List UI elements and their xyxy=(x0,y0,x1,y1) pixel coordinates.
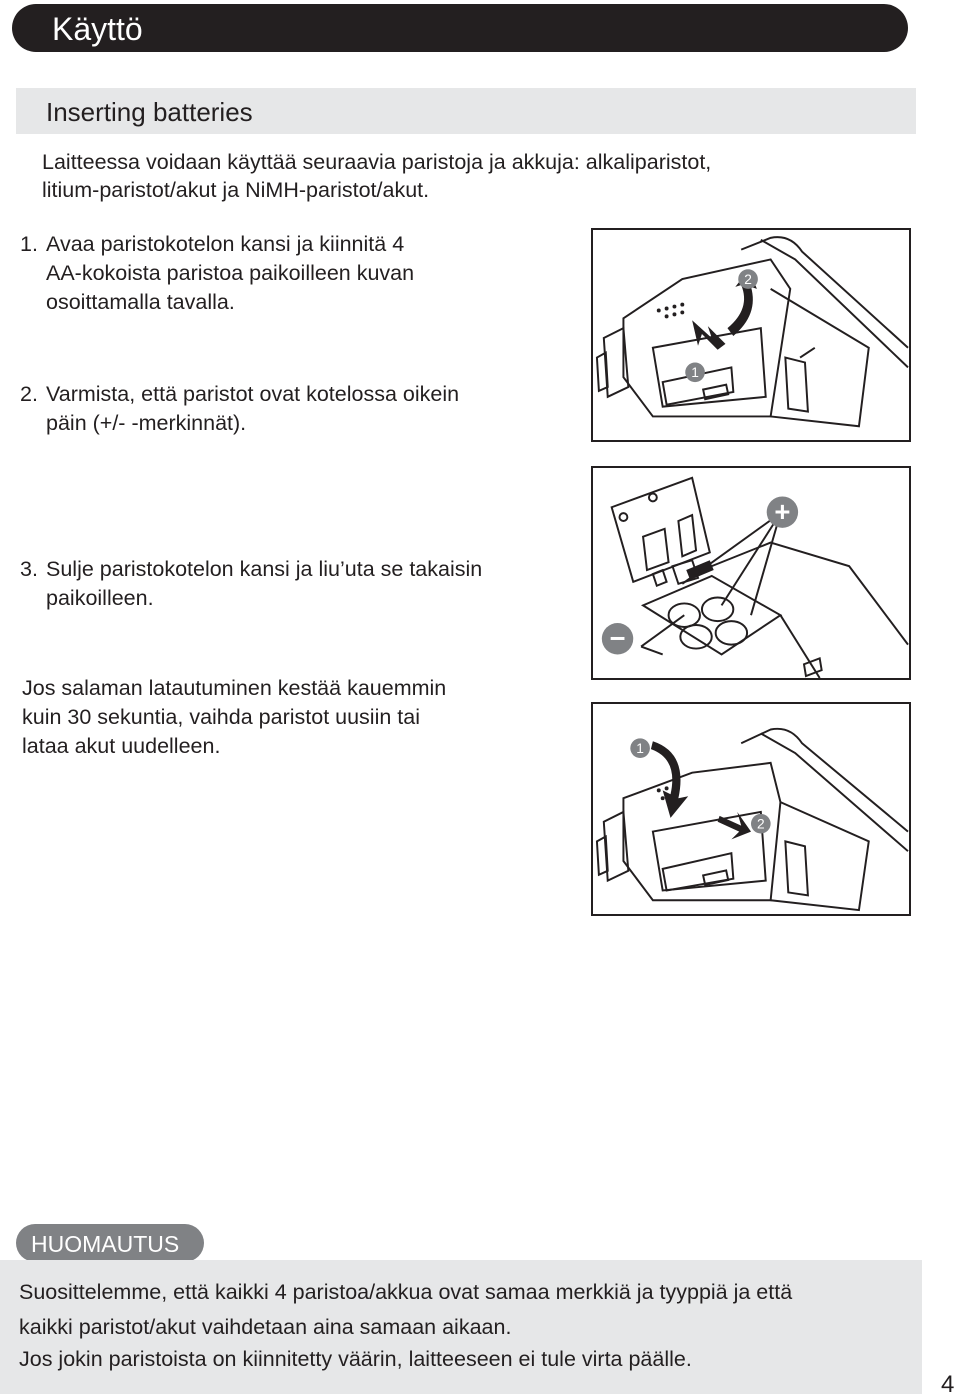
page-number: 4 xyxy=(941,1371,955,1398)
minus-sign: − xyxy=(609,622,626,654)
intro-line: Laitteessa voidaan käyttää seuraavia paristoja ja akkuja: alkaliparistot, xyxy=(42,150,712,174)
step-line: päin (+/- -merkinnät). xyxy=(46,411,247,435)
step-number: 3. xyxy=(20,557,38,581)
warning-line: Jos salaman latautuminen kestää kauemmin xyxy=(22,676,447,700)
figure-close-cover xyxy=(591,702,911,916)
plus-sign: + xyxy=(774,495,791,527)
figure-step-label: 2 xyxy=(744,271,752,287)
step-line: Sulje paristokotelon kansi ja liu’uta se takaisin xyxy=(46,557,483,581)
figure-step-label: 2 xyxy=(756,816,765,832)
flash-close-illustration xyxy=(593,704,909,914)
section-title: Inserting batteries xyxy=(46,97,253,127)
step-line: AA-kokoista paristoa paikoilleen kuvan xyxy=(46,261,415,285)
warning-line: kuin 30 sekuntia, vaihda paristot uusiin tai xyxy=(22,705,420,729)
step-line: Varmista, että paristot ovat kotelossa oikein xyxy=(46,382,460,406)
step-3 xyxy=(20,555,560,613)
figure-open-cover xyxy=(591,228,911,442)
note-line: Jos jokin paristoista on kiinnitetty väärin, laitteeseen ei tule virta päälle. xyxy=(19,1347,692,1371)
warning-line: lataa akut uudelleen. xyxy=(22,734,221,758)
note-label: HUOMAUTUS xyxy=(31,1231,180,1257)
step-line: Avaa paristokotelon kansi ja kiinnitä 4 xyxy=(46,232,405,256)
note-line: Suosittelemme, että kaikki 4 paristoa/akkua ovat samaa merkkiä ja tyyppiä ja että xyxy=(19,1280,793,1304)
figure-step-label: 1 xyxy=(691,365,699,381)
step-line: paikoilleen. xyxy=(46,586,154,610)
figure-battery-polarity xyxy=(591,466,911,680)
flash-open-illustration xyxy=(593,230,909,440)
note-label-badge xyxy=(16,1224,204,1262)
page-header-bar xyxy=(12,4,908,52)
note-line: kaikki paristot/akut vaihdetaan aina samaan aikaan. xyxy=(19,1315,512,1339)
step-2 xyxy=(20,380,560,438)
step-number: 2. xyxy=(20,382,38,406)
step-number: 1. xyxy=(20,232,38,256)
charging-warning xyxy=(22,674,542,761)
step-1 xyxy=(20,230,560,317)
battery-compartment-illustration xyxy=(593,468,909,678)
section-heading-bar xyxy=(16,88,916,134)
page-title: Käyttö xyxy=(52,11,143,47)
intro-line: litium-paristot/akut ja NiMH-paristot/akut. xyxy=(42,178,430,202)
step-line: osoittamalla tavalla. xyxy=(46,290,235,314)
figure-step-label: 1 xyxy=(636,741,644,757)
note-box xyxy=(0,1260,922,1394)
intro-paragraph xyxy=(42,148,842,204)
